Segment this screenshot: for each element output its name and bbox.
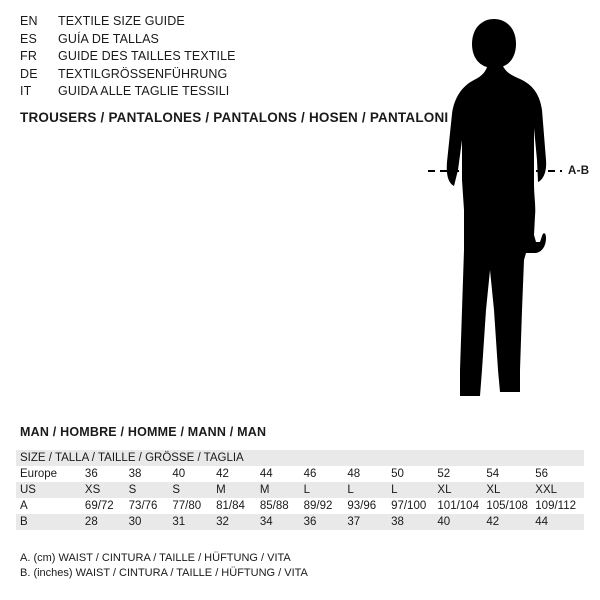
language-title: GUIDE DES TAILLES TEXTILE — [58, 49, 236, 63]
table-row — [16, 514, 584, 530]
table-row — [16, 482, 584, 498]
table-cell: 85/88 — [259, 500, 289, 512]
language-row-es — [20, 32, 410, 50]
table-cell: 44 — [259, 468, 273, 480]
table-cell: 46 — [303, 468, 317, 480]
table-cell: 44 — [535, 516, 549, 528]
table-cell: 48 — [347, 468, 361, 480]
footnote-a: A. (cm) WAIST / CINTURA / TAILLE / HÜFTUNG / VITA — [20, 552, 291, 564]
language-code: FR — [20, 49, 38, 63]
table-cell: 97/100 — [391, 500, 427, 512]
language-row-fr — [20, 49, 410, 67]
table-row-header — [16, 450, 584, 466]
table-cell: 28 — [84, 516, 98, 528]
size-table — [16, 450, 584, 530]
table-cell: 36 — [303, 516, 317, 528]
footnotes — [20, 551, 308, 581]
table-cell: 50 — [391, 468, 404, 480]
table-row-label: US — [20, 484, 36, 496]
table-row-label: B — [20, 516, 28, 528]
footnote-b: B. (inches) WAIST / CINTURA / TAILLE / HÜFTUNG / VITA — [20, 567, 308, 579]
table-cell: S — [172, 484, 181, 496]
table-cell: 42 — [216, 468, 229, 480]
table-cell: 36 — [84, 468, 98, 480]
table-cell: L — [303, 484, 310, 496]
measurement-label-ab: A-B — [568, 165, 590, 177]
table-cell: 54 — [486, 468, 500, 480]
table-row-label: A — [20, 500, 28, 512]
language-title: TEXTILE SIZE GUIDE — [58, 14, 185, 28]
table-row-label: SIZE / TALLA / TAILLE / GRÖSSE / TAGLIA — [20, 452, 244, 464]
table-cell: M — [216, 484, 226, 496]
table-cell: 69/72 — [84, 500, 114, 512]
table-cell: 32 — [216, 516, 229, 528]
table-cell: 40 — [172, 468, 186, 480]
table-cell: XS — [84, 484, 101, 496]
table-cell: M — [259, 484, 270, 496]
table-row — [16, 498, 584, 514]
table-cell: 81/84 — [216, 500, 245, 512]
table-cell: L — [391, 484, 398, 496]
table-cell: 105/108 — [486, 500, 528, 512]
table-cell: XL — [486, 484, 501, 496]
table-cell: 73/76 — [128, 500, 158, 512]
table-cell: 42 — [486, 516, 500, 528]
table-cell: 101/104 — [437, 500, 479, 512]
language-code: IT — [20, 84, 32, 98]
table-cell: S — [128, 484, 137, 496]
table-cell: 30 — [128, 516, 142, 528]
language-row-de — [20, 67, 410, 85]
table-row-label: Europe — [20, 468, 58, 480]
table-cell: 31 — [172, 516, 186, 528]
table-row — [16, 466, 584, 482]
language-title: TEXTILGRÖSSENFÜHRUNG — [58, 66, 228, 81]
table-cell: 77/80 — [172, 500, 202, 512]
table-cell: 56 — [535, 468, 549, 480]
language-row-it — [20, 84, 410, 102]
table-cell: 37 — [347, 516, 361, 528]
language-title: GUÍA DE TALLAS — [58, 31, 159, 46]
language-code: EN — [20, 14, 38, 28]
table-cell: 89/92 — [303, 500, 333, 512]
table-cell: XXL — [535, 484, 558, 496]
table-cell: 52 — [437, 468, 451, 480]
man-silhouette-icon — [410, 10, 600, 410]
table-cell: 34 — [259, 516, 273, 528]
section-title: TROUSERS / PANTALONES / PANTALONS / HOSEN / PANTALONI — [20, 110, 449, 125]
language-row-en — [20, 14, 410, 32]
table-title: MAN / HOMBRE / HOMME / MANN / MAN — [20, 425, 267, 439]
table-cell: 93/96 — [347, 500, 377, 512]
table-cell: 38 — [391, 516, 404, 528]
table-cell: 40 — [437, 516, 451, 528]
table-cell: L — [347, 484, 354, 496]
language-code: ES — [20, 31, 38, 46]
table-cell: 38 — [128, 468, 142, 480]
language-title: GUIDA ALLE TAGLIE TESSILI — [58, 84, 230, 98]
table-cell: 109/112 — [535, 500, 576, 512]
language-code: DE — [20, 66, 38, 81]
table-cell: XL — [437, 484, 452, 496]
language-list — [20, 14, 410, 102]
figure-illustration — [410, 10, 600, 410]
